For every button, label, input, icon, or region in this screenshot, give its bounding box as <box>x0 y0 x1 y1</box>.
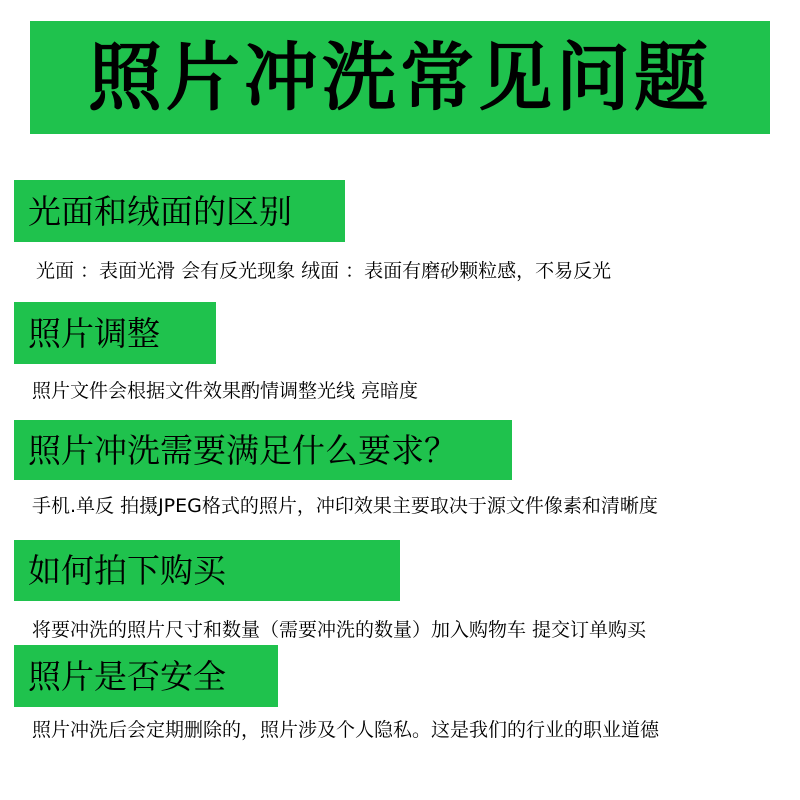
section-header-photo-adjustment <box>14 302 216 364</box>
section-body-photo-adjustment: 照片文件会根据文件效果酌情调整光线 亮暗度 <box>32 380 419 402</box>
section-header-requirements <box>14 420 512 480</box>
section-heading: 照片冲洗需要满足什么要求？ <box>28 430 457 470</box>
title-banner <box>30 21 770 134</box>
section-header-gloss-vs-matte <box>14 180 345 242</box>
section-header-how-to-buy <box>14 540 400 601</box>
section-heading: 如何拍下购买 <box>28 551 226 590</box>
section-body-gloss-vs-matte: 光面 ：表面光滑 会有反光现象 绒面 ：表面有磨砂颗粒感，不易反光 <box>36 260 612 282</box>
section-heading: 光面和绒面的区别 <box>28 191 292 231</box>
section-heading: 照片是否安全 <box>28 656 226 696</box>
section-body-how-to-buy: 将要冲洗的照片尺寸和数量（需要冲洗的数量）加入购物车 提交订单购买 <box>32 619 647 641</box>
section-heading: 照片调整 <box>28 313 160 353</box>
section-body-photo-safety: 照片冲洗后会定期删除的，照片涉及个人隐私。这是我们的行业的职业道德 <box>32 719 660 741</box>
section-body-requirements: 手机.单反 拍摄JPEG格式的照片，冲印效果主要取决于源文件像素和清晰度 <box>32 495 658 517</box>
page-title: 照片冲洗常见问题 <box>88 34 712 121</box>
section-header-photo-safety <box>14 645 278 707</box>
